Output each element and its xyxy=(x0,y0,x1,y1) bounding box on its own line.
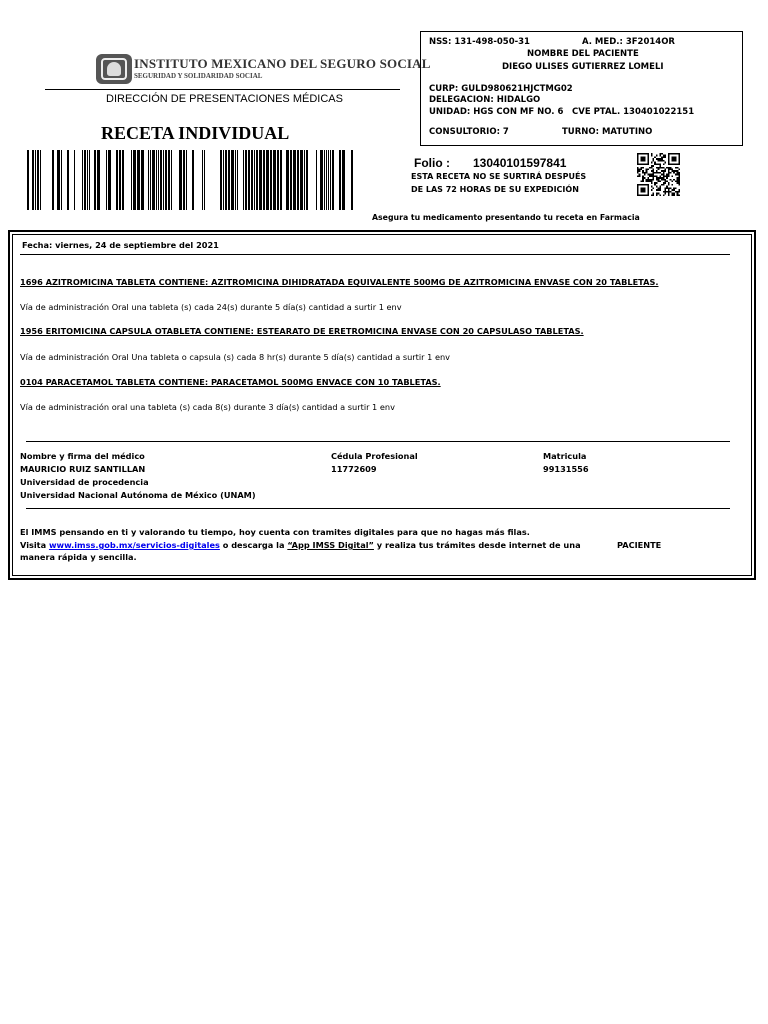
direction-title: DIRECCIÓN DE PRESENTACIONES MÉDICAS xyxy=(106,93,343,105)
date-divider xyxy=(20,254,730,255)
footer-middle: o descarga la xyxy=(219,540,288,550)
turno: TURNO: MATUTINO xyxy=(562,127,653,137)
dosage-item-1: Vía de administración Oral una tableta (s) cada 24(s) durante 5 día(s) cantidad a surtir 1 env xyxy=(20,302,402,312)
cedula-value: 11772609 xyxy=(331,464,377,474)
prescription-date: Fecha: viernes, 24 de septiembre del 2021 xyxy=(22,240,219,250)
nss: NSS: 131-498-050-31 xyxy=(429,37,530,47)
expiry-warning xyxy=(411,170,586,196)
folio-label: Folio : xyxy=(414,156,450,170)
drug-item-1: 1696 AZITROMICINA TABLETA CONTIENE: AZITROMICINA DIHIDRATADA EQUIVALENTE 500MG DE AZITROMICINA ENVASE CON 20 TABLETAS. xyxy=(20,277,659,287)
institution-name: INSTITUTO MEXICANO DEL SEGURO SOCIAL xyxy=(134,56,431,71)
app-name: “App IMSS Digital” xyxy=(287,540,374,550)
matricula-label: Matricula xyxy=(543,451,587,461)
unidad: UNIDAD: HGS CON MF NO. 6 xyxy=(429,107,564,117)
footer-line-3: manera rápida y sencilla. xyxy=(20,552,137,562)
imss-digital-link[interactable]: www.imss.gob.mx/servicios-digitales xyxy=(48,540,220,550)
barcode xyxy=(27,150,355,210)
cve-ptal: CVE PTAL. 130401022151 xyxy=(572,107,695,117)
signature-line xyxy=(26,441,730,442)
patient-name: DIEGO ULISES GUTIERREZ LOMELI xyxy=(502,62,664,72)
page-title: RECETA INDIVIDUAL xyxy=(101,123,290,143)
a-med: A. MED.: 3F2014OR xyxy=(582,37,675,47)
qr-code xyxy=(637,153,680,196)
curp: CURP: GULD980621HJCTMG02 xyxy=(429,84,573,94)
dosage-item-2: Vía de administración Oral Una tableta o capsula (s) cada 8 hr(s) durante 5 día(s) cantidad a surtir 1 env xyxy=(20,352,451,362)
folio-value: 13040101597841 xyxy=(473,156,567,170)
patient-name-label: NOMBRE DEL PACIENTE xyxy=(527,49,639,59)
doctor-name: MAURICIO RUIZ SANTILLAN xyxy=(20,464,146,474)
origin-university: Universidad Nacional Autónoma de México (UNAM) xyxy=(20,490,256,500)
footer-line-1: El IMMS pensando en ti y valorando tu tiempo, hoy cuenta con tramites digitales para que no hagas más filas. xyxy=(20,527,530,537)
imss-logo xyxy=(96,54,132,84)
origin-label: Universidad de procedencia xyxy=(20,477,149,487)
delegacion: DELEGACION: HIDALGO xyxy=(429,95,541,105)
footer-suffix: y realiza tus trámites desde internet de una xyxy=(373,540,581,550)
footer-line-2 xyxy=(20,540,581,550)
institution-motto: SEGURIDAD Y SOLIDARIDAD SOCIAL xyxy=(134,72,263,80)
expiry-warning-line2: DE LAS 72 HORAS DE SU EXPEDICIÓN xyxy=(411,185,579,194)
footer-divider xyxy=(26,508,730,509)
dosage-item-3: Vía de administración oral una tableta (s) cada 8(s) durante 3 día(s) cantidad a surtir 1 env xyxy=(20,402,395,412)
doctor-name-label: Nombre y firma del médico xyxy=(20,451,145,461)
cedula-label: Cédula Profesional xyxy=(331,451,418,461)
visit-prefix: Visita xyxy=(20,540,49,550)
expiry-warning-line1: ESTA RECETA NO SE SURTIRÁ DESPUÉS xyxy=(411,172,587,181)
pharmacy-note: Asegura tu medicamento presentando tu receta en Farmacia xyxy=(372,213,640,222)
drug-item-2: 1956 ERITOMICINA CAPSULA OTABLETA CONTIENE: ESTEARATO DE ERETROMICINA ENVASE CON 20 CAPSULASO TABLETAS. xyxy=(20,326,584,336)
header-divider xyxy=(45,89,400,90)
copy-label: PACIENTE xyxy=(617,540,662,550)
drug-item-3: 0104 PARACETAMOL TABLETA CONTIENE: PARACETAMOL 500MG ENVACE CON 10 TABLETAS. xyxy=(20,377,441,387)
consultorio: CONSULTORIO: 7 xyxy=(429,127,509,137)
patient-info-box xyxy=(420,31,743,146)
matricula-value: 99131556 xyxy=(543,464,589,474)
